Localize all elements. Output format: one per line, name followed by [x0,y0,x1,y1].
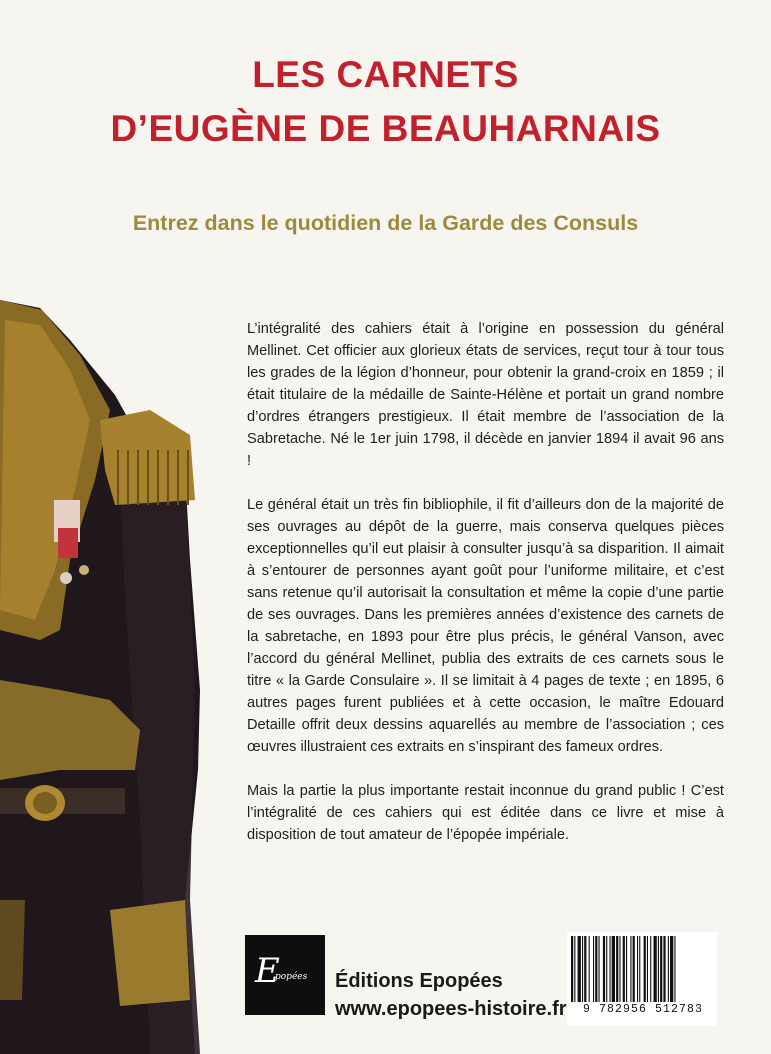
publisher-logo [245,935,325,1015]
barcode-bar [660,936,662,1002]
barcode-bar [647,936,648,1002]
uniform-illustration [0,300,205,1054]
title-line-1: LES CARNETS [252,54,519,95]
barcode-bar [571,936,573,1002]
barcode-bar [599,936,600,1002]
paragraph-1: L’intégralité des cahiers était à l’origine en possession du général Mellinet. Cet officier aux glorieux états de services, reçut tour à tour tous les grades de la légion d’honneur, pour obtenir la grand-croix en 1859 ; il était titulaire de la médaille de Sainte-Hélène et portait un grand nombre d’ordres étrangers prestigieux. Il était membre de l’association de la Sabretache. Né le 1er juin 1798, il décède en janvier 1894 il avait 96 ans ! [247,321,724,469]
barcode-bar [584,936,586,1002]
barcode-digits: 9 782956 512783 [570,1003,716,1016]
barcode-bar [616,936,618,1002]
barcode-bar [668,936,669,1002]
body-text [247,318,724,868]
barcode-bar [606,936,607,1002]
publisher-name: Éditions Epopées [335,970,503,992]
barcode-bar [578,936,581,1002]
logo-mark: E [255,951,280,991]
barcode-bar [623,936,625,1002]
subtitle: Entrez dans le quotidien de la Garde des Consuls [132,211,639,235]
book-title [0,48,771,156]
barcode-bar [663,936,665,1002]
barcode-bar [589,936,590,1002]
barcode-bar [658,936,659,1002]
barcode-bar [612,936,615,1002]
barcode-bar [670,936,673,1002]
paragraph-3: Mais la partie la plus importante restait inconnue du grand public ! C’est l’intégralité de ces cahiers qui est éditée dans ce livre et mise à disposition de tout amateur de l’épopée impériale. [247,783,724,843]
barcode-bar [644,936,646,1002]
barcode-bar [650,936,651,1002]
barcode-bar [674,936,675,1002]
barcode-bar [593,936,594,1002]
barcode-bar [630,936,631,1002]
barcode-bar [654,936,657,1002]
paragraph-2: Le général était un très fin bibliophile, il fit d’ailleurs don de la majorité de ses ouvrages au dépôt de la guerre, mais conserva quelques pièces exceptionnelles qu’il eut plaisir à consulter jusqu’à sa disparition. Il aimait à s’entourer de personnes ayant goût pour l’uniforme militaire, et c’est sans retenue qu’il autorisait la consultation et même la copie d’une partie de ses ouvrages. Dans les premières années d’existence des carnets de la sabretache, en 1893 pour être plus précis, le général Vanson, avec l’accord du général Mellinet, publia des extraits de ces carnets sous le titre « la Garde Consulaire ». Il se limitait à 4 pages de texte ; en 1895, 6 autres pages furent publiées et à cette occasion, le maître Edouard Detaille offrit deux dessins aquarellés au membre de l’association ; ces œuvres illustraient ces extraits en s’inspirant des fameux ordres. [247,497,724,755]
barcode-bar [595,936,597,1002]
barcode-bar [633,936,635,1002]
barcode-bar [637,936,638,1002]
barcode-bar [574,936,575,1002]
title-line-2: D’EUGÈNE DE BEAUHARNAIS [110,108,661,149]
barcode-bar [582,936,583,1002]
publisher-url[interactable]: www.epopees-histoire.fr [335,998,567,1020]
logo-text: popées [275,972,308,982]
barcode-bar [619,936,620,1002]
barcode-bar [639,936,640,1002]
barcode-bar [626,936,627,1002]
barcode-bar [610,936,611,1002]
barcode-bar [603,936,605,1002]
